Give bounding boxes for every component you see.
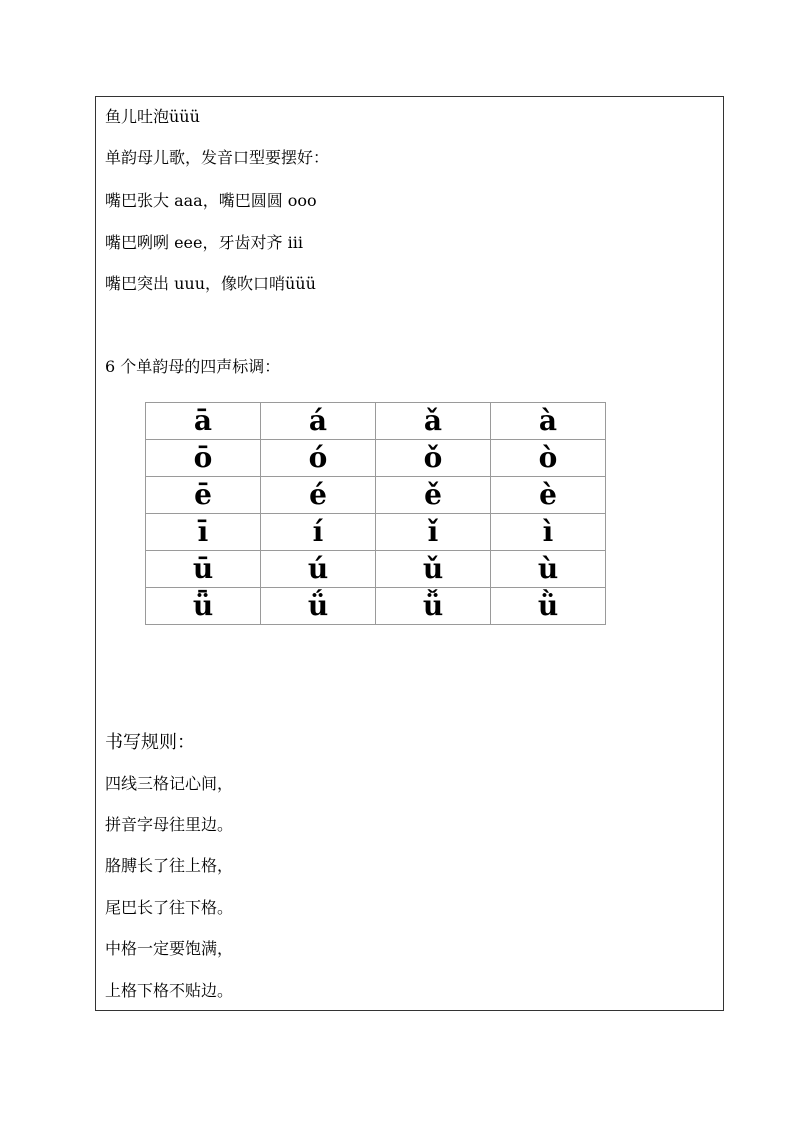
tone-row bbox=[146, 403, 606, 440]
tone-cell: ā bbox=[146, 403, 261, 440]
tone-row bbox=[146, 477, 606, 514]
rule-line-1: 四线三格记心间， bbox=[105, 774, 234, 793]
writing-rules-title: 书写规则： bbox=[105, 732, 195, 753]
tone-row bbox=[146, 551, 606, 588]
tone-cell: ē bbox=[146, 477, 261, 514]
tone-cell: è bbox=[491, 477, 606, 514]
tone-cell: ě bbox=[376, 477, 491, 514]
rhyme-line-3: 嘴巴咧咧 eee，牙齿对齐 iii bbox=[105, 233, 303, 252]
rhyme-line-4: 嘴巴突出 uuu，像吹口哨üüü bbox=[105, 274, 316, 293]
rule-line-5: 中格一定要饱满， bbox=[105, 939, 234, 958]
rule-line-2: 拼音字母往里边。 bbox=[105, 815, 234, 834]
tone-cell: ì bbox=[491, 514, 606, 551]
tone-cell: ù bbox=[491, 551, 606, 588]
tone-cell: ǚ bbox=[376, 588, 491, 625]
content-frame bbox=[95, 96, 724, 1011]
tone-cell: ǒ bbox=[376, 440, 491, 477]
rule-line-3: 胳膊长了往上格， bbox=[105, 856, 234, 875]
tone-cell: ī bbox=[146, 514, 261, 551]
tone-row bbox=[146, 514, 606, 551]
tone-cell: ǎ bbox=[376, 403, 491, 440]
tone-row bbox=[146, 440, 606, 477]
tone-cell: ú bbox=[261, 551, 376, 588]
tone-cell: ǜ bbox=[491, 588, 606, 625]
tone-cell: ǐ bbox=[376, 514, 491, 551]
rhyme-line-1: 单韵母儿歌，发音口型要摆好： bbox=[105, 148, 330, 167]
tones-heading: 6 个单韵母的四声标调： bbox=[105, 357, 281, 376]
rule-line-4: 尾巴长了往下格。 bbox=[105, 898, 234, 917]
tone-cell: ó bbox=[261, 440, 376, 477]
tone-cell: à bbox=[491, 403, 606, 440]
tone-cell: í bbox=[261, 514, 376, 551]
tone-cell: ò bbox=[491, 440, 606, 477]
tone-cell: ū bbox=[146, 551, 261, 588]
tone-cell: á bbox=[261, 403, 376, 440]
tone-cell: ǖ bbox=[146, 588, 261, 625]
tone-cell: ǘ bbox=[261, 588, 376, 625]
rhyme-title: 鱼儿吐泡üüü bbox=[105, 107, 200, 126]
tone-row bbox=[146, 588, 606, 625]
tone-cell: é bbox=[261, 477, 376, 514]
tone-cell: ō bbox=[146, 440, 261, 477]
rule-line-6: 上格下格不贴边。 bbox=[105, 981, 234, 1000]
tone-table bbox=[145, 402, 606, 625]
rhyme-line-2: 嘴巴张大 aaa，嘴巴圆圆 ooo bbox=[105, 191, 317, 210]
tone-cell: ǔ bbox=[376, 551, 491, 588]
